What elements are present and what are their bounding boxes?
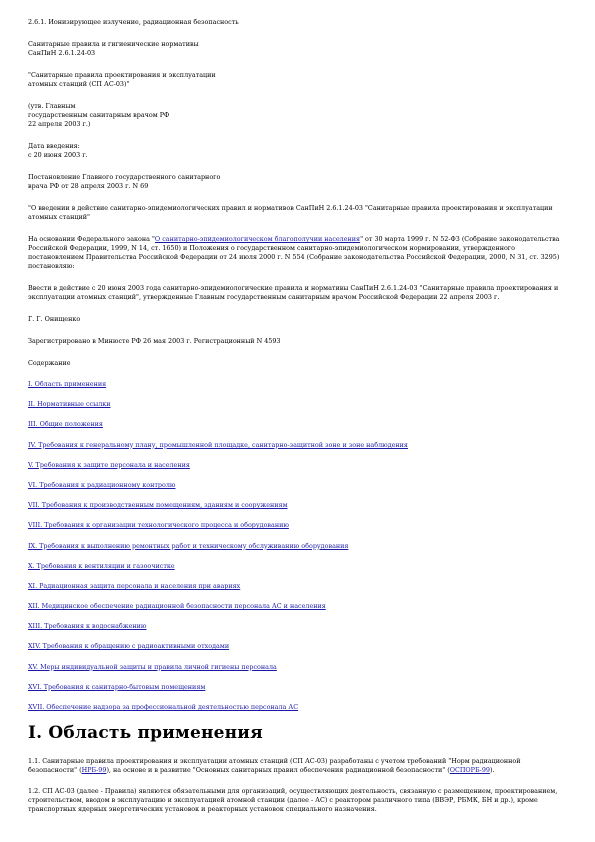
law-link[interactable]: О санитарно-эпидемиологическом благополучии населения	[154, 235, 361, 243]
toc-item	[28, 622, 568, 631]
toc-link-14[interactable]: XIV. Требования к обращению с радиоактивными отходами	[28, 642, 230, 651]
toc-item	[28, 663, 568, 672]
toc-link-17[interactable]: XVII. Обеспечение надзора за профессиональной деятельностью персонала АС	[28, 703, 299, 711]
toc-link-6[interactable]: VI. Требования к радиационному контролю	[28, 480, 176, 489]
rules-name: "Санитарные правила проектирования и эксплуатации атомных станций (СП АС-03)"	[28, 71, 216, 88]
toc-link-1[interactable]: I. Область применения	[28, 380, 107, 388]
basis-paragraph	[28, 235, 568, 271]
resolution-header: Постановление Главного государственного санитарного врача РФ от 28 апреля 2003 г. N 69	[28, 173, 221, 190]
resolution-title: "О введении в действие санитарно-эпидемиологических правил и нормативов СанПиН 2.6.1.24-03 "Санитарные правила проектирования и эксплуатации атомных станций"	[28, 204, 553, 221]
toc-link-9[interactable]: IX. Требования к выполнению ремонтных работ и техническому обслуживанию оборудования	[28, 541, 349, 550]
toc-link-13[interactable]: XIII. Требования к водоснабжению	[28, 622, 147, 631]
basis-text-before: На основании Федерального закона "	[28, 235, 155, 243]
document-page	[28, 18, 568, 826]
effective-date: Дата введения: с 20 июня 2003 г.	[28, 142, 88, 159]
toc-link-12[interactable]: XII. Медицинское обеспечение радиационной безопасности персонала АС и населения	[28, 602, 326, 611]
paragraph-1-2: 1.2. СП АС-03 (далее - Правила) являются обязательными для организаций, осуществляющих деятельность, связанную с размещением, проектированием, строительством, вводом в эксплуатацию и эксплуатацией атомной станции (далее - АС) с реактором различного типа (ВВЭР, РБМК, БН и др.), кроме транспортных ядерных энергетических установок и реакторных установок специального назначения.	[28, 787, 558, 814]
toc-link-2[interactable]: II. Нормативные ссылки	[28, 400, 111, 409]
enact-paragraph: Ввести в действие с 20 июня 2003 года санитарно-эпидемиологические правила и нормативы СанПиН 2.6.1.24-03 "Санитарные правила проектирования и эксплуатации атомных станций", утвержденные Главным государственным санитарным врачом Российской Федерации 22 апреля 2003 г.	[28, 284, 559, 301]
paragraph-1-1	[28, 757, 568, 775]
toc-link-10[interactable]: X. Требования к вентиляции и газоочистке	[28, 561, 175, 570]
toc-item	[28, 380, 568, 389]
toc-title: Содержание	[28, 359, 71, 367]
toc-item	[28, 441, 568, 450]
rules-title: Санитарные правила и гигиенические нормативы СанПиН 2.6.1.24-03	[28, 40, 199, 57]
toc-link-11[interactable]: XI. Радиационная защита персонала и населения при авариях	[28, 581, 241, 590]
toc-link-7[interactable]: VII. Требования к производственным помещениям, зданиям и сооружениям	[28, 501, 288, 510]
basis-text-after: " от 30 марта 1999 г. N 52-ФЗ (Собрание законодательства Российской Федерации, 1999, N 14, ст. 1650) и Положения о государственном санитарно-эпидемиологическом нормировании, утвержденного постановлением Правительства Российской Федерации от 24 июля 2000 г. N 554 (Собрание законодательства Российской Федерации, 2000, N 31, ст. 3295) постановляю:	[28, 235, 560, 270]
nrb-link[interactable]: НРБ-99	[81, 766, 107, 775]
toc-item	[28, 642, 568, 651]
toc-link-16[interactable]: XVI. Требования к санитарно-бытовым помещениям	[28, 682, 206, 691]
osporb-link[interactable]: ОСПОРБ-99	[449, 766, 490, 775]
toc-item	[28, 683, 568, 692]
toc-item	[28, 400, 568, 409]
toc-item	[28, 420, 568, 429]
toc-item	[28, 562, 568, 571]
toc-item	[28, 703, 568, 712]
toc-item	[28, 602, 568, 611]
toc-item	[28, 582, 568, 591]
toc-link-8[interactable]: VIII. Требования к организации технологического процесса и оборудованию	[28, 521, 289, 530]
toc-link-5[interactable]: V. Требования к защите персонала и населения	[28, 460, 190, 469]
toc-link-4[interactable]: IV. Требования к генеральному плану, промышленной площадке, санитарно-защитной зоне и зоне наблюдения	[28, 440, 408, 449]
toc-item	[28, 501, 568, 510]
table-of-contents	[28, 380, 568, 712]
toc-link-15[interactable]: XV. Меры индивидуальной защиты и правила личной гигиены персонала	[28, 662, 277, 671]
toc-item	[28, 461, 568, 470]
signature: Г. Г. Онищенко	[28, 315, 81, 323]
toc-item	[28, 542, 568, 551]
p1-text-mid: ), на основе и в развитие "Основных санитарных правил обеспечения радиационной безопасности" (	[106, 766, 450, 775]
section-heading: I. Область применения	[28, 723, 263, 744]
toc-item	[28, 521, 568, 530]
approval-note: (утв. Главным государственным санитарным врачом РФ 22 апреля 2003 г.)	[28, 102, 170, 128]
p1-text-before: 1.1. Санитарные правила проектирования и эксплуатации атомных станций (СП АС-03) разработаны с учетом требований "Норм радиационной безопасности" (	[28, 757, 521, 775]
registration-note: Зарегистрировано в Минюсте РФ 26 мая 2003 г. Регистрационный N 4593	[28, 337, 281, 345]
toc-item	[28, 481, 568, 490]
toc-link-3[interactable]: III. Общие положения	[28, 420, 103, 429]
doc-category: 2.6.1. Ионизирующее излучение, радиационная безопасность	[28, 18, 239, 26]
p1-text-after: ).	[489, 766, 495, 775]
